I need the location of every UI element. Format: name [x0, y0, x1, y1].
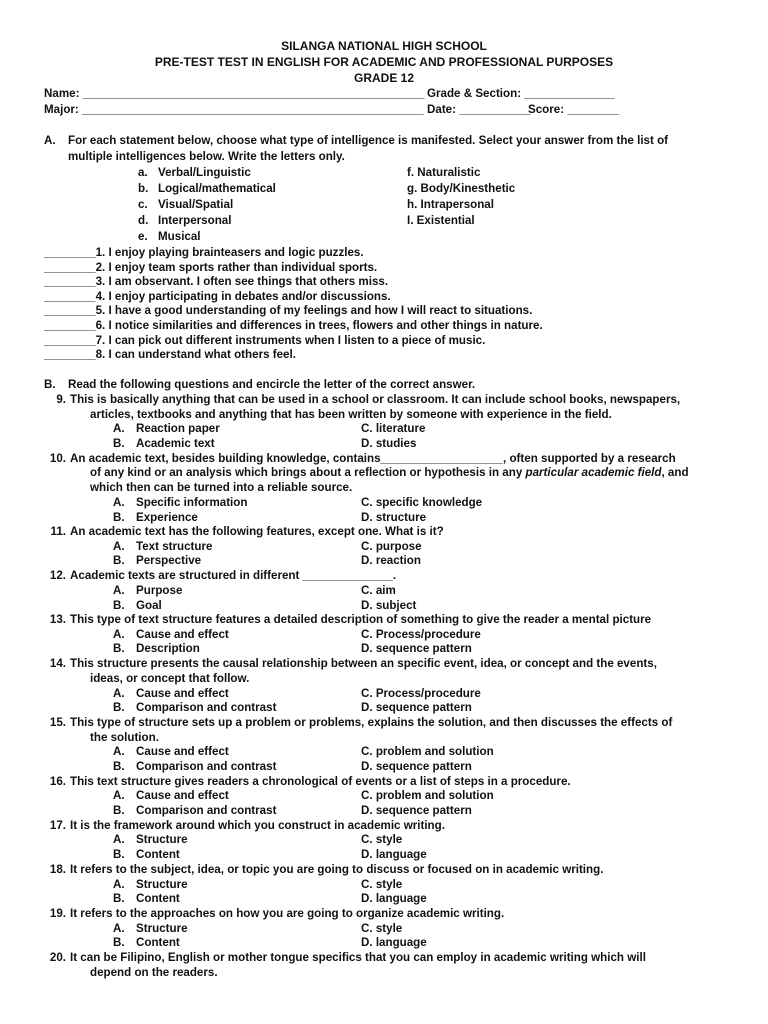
option-d[interactable]: D. structure [361, 511, 427, 524]
choice-f: f. Naturalistic [407, 166, 481, 179]
option-letter: B. [113, 804, 125, 817]
option-letter: A. [113, 422, 125, 435]
option-letter: B. [113, 599, 125, 612]
choice-h: h. Intrapersonal [407, 198, 494, 211]
question-number: 20. [49, 951, 66, 964]
option-letter: A. [113, 584, 125, 597]
item-3[interactable]: ________3. I am observant. I often see things that others miss. [44, 275, 389, 288]
question-number: 12. [49, 569, 66, 582]
question-17 [44, 819, 445, 834]
option-letter: B. [113, 892, 125, 905]
option-b[interactable] [113, 437, 215, 452]
option-letter: A. [113, 922, 125, 935]
question-14 [44, 657, 657, 672]
grade-section-field[interactable] [427, 87, 615, 102]
option-c[interactable]: C. problem and solution [361, 789, 494, 802]
option-letter: B. [113, 511, 125, 524]
choice-letter: a. [138, 166, 148, 179]
school-name: SILANGA NATIONAL HIGH SCHOOL [281, 39, 487, 53]
option-text: Comparison and contrast [136, 701, 277, 714]
question-text: It refers to the subject, idea, or topic you are going to discuss or focused on in academic writing. [70, 863, 604, 876]
option-a[interactable] [113, 878, 188, 893]
option-a[interactable] [113, 833, 188, 848]
question-text: It can be Filipino, English or mother tongue specifics that you can employ in academic writing which will [70, 951, 646, 964]
option-a[interactable] [113, 922, 188, 937]
section-b-instruction: Read the following questions and encircle the letter of the correct answer. [68, 378, 476, 391]
option-a[interactable] [113, 687, 229, 702]
question-number: 11. [50, 525, 66, 538]
question-number: 18. [49, 863, 66, 876]
major-field[interactable] [44, 103, 424, 118]
question-number: 9. [56, 393, 66, 406]
option-a[interactable] [113, 584, 182, 599]
question-text: It refers to the approaches on how you are going to organize academic writing. [70, 907, 505, 920]
option-b[interactable] [113, 642, 200, 657]
section-a-letter: A. [44, 134, 56, 147]
option-b[interactable] [113, 892, 180, 907]
choice-e [138, 230, 201, 245]
question-14-cont: ideas, or concept that follow. [90, 672, 250, 685]
option-text: Purpose [136, 584, 183, 597]
option-letter: A. [113, 878, 125, 891]
major-label: Major: [44, 103, 79, 116]
question-13 [44, 613, 651, 628]
question-text: This is basically anything that can be used in a school or classroom. It can include school books, newspapers, [70, 393, 681, 406]
option-text: Cause and effect [136, 628, 229, 641]
choice-text: Visual/Spatial [158, 198, 234, 211]
option-letter: B. [113, 936, 125, 949]
question-text: This type of text structure features a detailed description of something to give the reader a mental picture [70, 613, 652, 626]
option-d[interactable]: D. language [361, 892, 427, 905]
choice-d [138, 214, 231, 229]
option-text: Specific information [136, 496, 248, 509]
option-text: Reaction paper [136, 422, 220, 435]
option-letter: B. [113, 760, 125, 773]
name-field[interactable] [44, 87, 424, 102]
option-b[interactable] [113, 936, 180, 951]
option-c[interactable]: C. style [361, 833, 403, 846]
question-text: This text structure gives readers a chronological of events or a list of steps in a procedure. [70, 775, 571, 788]
option-c[interactable]: C. literature [361, 422, 426, 435]
option-d[interactable]: D. sequence pattern [361, 804, 472, 817]
question-text: An academic text, besides building knowledge, contains___________________, often supported by a research [70, 452, 676, 465]
question-text-italic: particular academic field [525, 466, 662, 479]
question-12 [44, 569, 396, 584]
option-text: Structure [136, 833, 188, 846]
option-d[interactable]: D. language [361, 848, 427, 861]
option-letter: B. [113, 437, 125, 450]
option-text: Perspective [136, 554, 202, 567]
question-15 [44, 716, 672, 731]
item-6[interactable]: ________6. I notice similarities and differences in trees, flowers and other things in nature. [44, 319, 543, 332]
option-text: Structure [136, 878, 188, 891]
choice-c [138, 198, 233, 213]
question-16 [44, 775, 571, 790]
choice-g: g. Body/Kinesthetic [407, 182, 516, 195]
major-blank[interactable]: _____________________________________________________ [82, 103, 424, 116]
option-a[interactable] [113, 422, 220, 437]
option-d[interactable]: D. language [361, 936, 427, 949]
section-a-instruction-1: For each statement below, choose what type of intelligence is manifested. Select your answer from the list of [68, 134, 669, 147]
option-b[interactable] [113, 599, 162, 614]
question-number: 16. [49, 775, 66, 788]
option-c[interactable]: C. Process/procedure [361, 687, 481, 700]
test-title: PRE-TEST TEST IN ENGLISH FOR ACADEMIC AND PROFESSIONAL PURPOSES [154, 55, 614, 69]
option-text: Goal [136, 599, 162, 612]
question-20-cont: depend on the readers. [90, 966, 218, 979]
option-a[interactable] [113, 789, 229, 804]
question-number: 14. [49, 657, 66, 670]
score-field[interactable] [528, 103, 619, 118]
question-9-cont: articles, textbooks and anything that has been written by someone with experience in the field. [90, 408, 612, 421]
choice-b [138, 182, 276, 197]
option-a[interactable] [113, 745, 229, 760]
name-label: Name: [44, 87, 80, 100]
option-letter: A. [113, 540, 125, 553]
question-text: of any kind or an analysis which brings about a reflection or hypothesis in any [90, 466, 526, 479]
choice-letter: c. [138, 198, 148, 211]
score-label: Score: [528, 103, 565, 116]
item-2[interactable]: ________2. I enjoy team sports rather than individual sports. [44, 261, 378, 274]
option-c[interactable]: C. style [361, 878, 403, 891]
grade-level: GRADE 12 [353, 71, 415, 85]
option-c[interactable]: C. aim [361, 584, 396, 597]
choice-text: Musical [158, 230, 201, 243]
item-5[interactable]: ________5. I have a good understanding of my feelings and how I will react to situations. [44, 304, 533, 317]
option-d[interactable]: D. sequence pattern [361, 760, 472, 773]
choice-letter: e. [138, 230, 148, 243]
question-15-cont: the solution. [90, 731, 159, 744]
option-text: Experience [136, 511, 198, 524]
option-text: Comparison and contrast [136, 804, 277, 817]
choice-i: I. Existential [407, 214, 475, 227]
option-b[interactable] [113, 760, 276, 775]
option-text: Content [136, 892, 180, 905]
question-11 [44, 525, 444, 540]
option-letter: A. [113, 496, 125, 509]
question-10-cont-2: which then can be turned into a reliable source. [90, 481, 353, 494]
option-text: Academic text [136, 437, 215, 450]
question-text: Academic texts are structured in different ______________. [70, 569, 397, 582]
option-letter: A. [113, 789, 125, 802]
option-letter: B. [113, 554, 125, 567]
option-a[interactable] [113, 628, 229, 643]
question-text: This type of structure sets up a problem or problems, explains the solution, and then discusses the effects of [70, 716, 673, 729]
question-number: 19. [49, 907, 66, 920]
question-text: An academic text has the following features, except one. What is it? [70, 525, 444, 538]
option-text: Structure [136, 922, 188, 935]
question-number: 15. [49, 716, 66, 729]
option-b[interactable] [113, 701, 276, 716]
score-blank[interactable]: ________ [567, 103, 619, 116]
option-text: Cause and effect [136, 745, 229, 758]
item-7[interactable]: ________7. I can pick out different instruments when I listen to a piece of music. [44, 334, 486, 347]
question-text: It is the framework around which you construct in academic writing. [70, 819, 445, 832]
option-letter: A. [113, 628, 125, 641]
question-number: 13. [49, 613, 66, 626]
section-b-letter: B. [44, 378, 56, 391]
option-c[interactable]: C. style [361, 922, 403, 935]
question-number: 17. [49, 819, 66, 832]
option-c[interactable]: C. Process/procedure [361, 628, 481, 641]
option-a[interactable] [113, 496, 247, 511]
option-d[interactable]: D. sequence pattern [361, 642, 472, 655]
option-text: Comparison and contrast [136, 760, 277, 773]
option-letter: B. [113, 642, 125, 655]
question-20 [44, 951, 646, 966]
question-10-cont [90, 466, 689, 481]
option-d[interactable]: D. studies [361, 437, 417, 450]
grade-section-label: Grade & Section: [427, 87, 522, 100]
choice-letter: b. [138, 182, 149, 195]
option-text: Cause and effect [136, 687, 229, 700]
option-letter: A. [113, 745, 125, 758]
item-4[interactable]: ________4. I enjoy participating in debates and/or discussions. [44, 290, 391, 303]
option-text: Cause and effect [136, 789, 229, 802]
question-text: , and [661, 466, 689, 479]
option-b[interactable] [113, 511, 198, 526]
grade-section-blank[interactable]: ______________ [524, 87, 615, 100]
option-letter: A. [113, 833, 125, 846]
question-10 [44, 452, 676, 467]
date-field[interactable] [427, 103, 530, 118]
option-text: Description [136, 642, 200, 655]
option-letter: B. [113, 848, 125, 861]
option-c[interactable]: C. specific knowledge [361, 496, 483, 509]
option-b[interactable] [113, 848, 180, 863]
choice-letter: d. [138, 214, 149, 227]
option-d[interactable]: D. sequence pattern [361, 701, 472, 714]
option-c[interactable]: C. problem and solution [361, 745, 494, 758]
option-letter: B. [113, 701, 125, 714]
option-text: Text structure [136, 540, 213, 553]
option-a[interactable] [113, 540, 212, 555]
question-9 [44, 393, 680, 408]
option-text: Content [136, 936, 180, 949]
choice-text: Logical/mathematical [158, 182, 276, 195]
option-d[interactable]: D. subject [361, 599, 417, 612]
option-d[interactable]: D. reaction [361, 554, 421, 567]
name-blank[interactable]: _____________________________________________________ [82, 87, 425, 100]
option-b[interactable] [113, 804, 276, 819]
option-letter: A. [113, 687, 125, 700]
question-text: This structure presents the causal relationship between an specific event, idea, or concept and the events, [70, 657, 657, 670]
date-label: Date: [427, 103, 456, 116]
option-c[interactable]: C. purpose [361, 540, 422, 553]
date-blank[interactable]: ___________ [459, 103, 531, 116]
option-text: Content [136, 848, 180, 861]
option-b[interactable] [113, 554, 201, 569]
choice-a [138, 166, 251, 181]
item-1[interactable]: ________1. I enjoy playing brainteasers and logic puzzles. [44, 246, 364, 259]
question-18 [44, 863, 603, 878]
choice-text: Verbal/Linguistic [158, 166, 251, 179]
item-8[interactable]: ________8. I can understand what others feel. [44, 348, 296, 361]
question-19 [44, 907, 504, 922]
question-number: 10. [49, 452, 66, 465]
section-a-instruction-2: multiple intelligences below. Write the letters only. [68, 150, 345, 163]
choice-text: Interpersonal [158, 214, 232, 227]
